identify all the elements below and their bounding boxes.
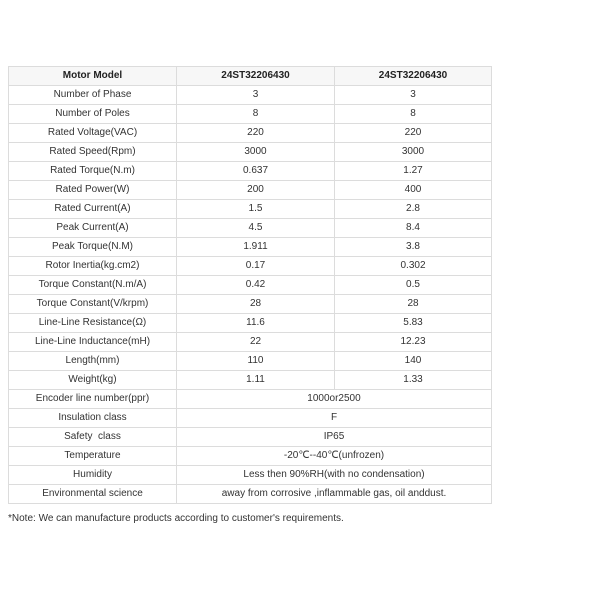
row-value: 1.5 [177, 200, 335, 219]
row-value: 11.6 [177, 314, 335, 333]
row-value: 0.302 [335, 257, 492, 276]
table-row [9, 200, 492, 219]
table-row-merged [9, 409, 492, 428]
header-cell-model-2: 24ST32206430 [335, 67, 492, 86]
row-value-merged: -20℃--40℃(unfrozen) [177, 447, 492, 466]
row-value: 3000 [177, 143, 335, 162]
row-value: 2.8 [335, 200, 492, 219]
row-label: Safety class [9, 428, 177, 447]
row-label: Humidity [9, 466, 177, 485]
row-value: 22 [177, 333, 335, 352]
table-row [9, 181, 492, 200]
table-row-merged [9, 447, 492, 466]
row-label: Temperature [9, 447, 177, 466]
row-value: 5.83 [335, 314, 492, 333]
row-label: Length(mm) [9, 352, 177, 371]
table-row [9, 238, 492, 257]
row-value-merged: IP65 [177, 428, 492, 447]
row-label: Line-Line Resistance(Ω) [9, 314, 177, 333]
row-label: Rated Current(A) [9, 200, 177, 219]
row-value: 110 [177, 352, 335, 371]
row-label: Torque Constant(N.m/A) [9, 276, 177, 295]
table-row [9, 352, 492, 371]
table-row [9, 295, 492, 314]
footnote: *Note: We can manufacture products according to customer's requirements. [8, 513, 344, 524]
row-label: Insulation class [9, 409, 177, 428]
row-value-merged: away from corrosive ,inflammable gas, oil anddust. [177, 485, 492, 504]
row-value: 0.17 [177, 257, 335, 276]
header-cell-model-label: Motor Model [9, 67, 177, 86]
row-value: 200 [177, 181, 335, 200]
row-value: 1.911 [177, 238, 335, 257]
table-row [9, 257, 492, 276]
row-label: Peak Current(A) [9, 219, 177, 238]
row-value: 220 [335, 124, 492, 143]
table-row [9, 371, 492, 390]
table-row [9, 333, 492, 352]
row-value: 400 [335, 181, 492, 200]
row-label: Torque Constant(V/krpm) [9, 295, 177, 314]
row-label: Weight(kg) [9, 371, 177, 390]
table-row-merged [9, 428, 492, 447]
table-row-merged [9, 485, 492, 504]
row-value-merged: F [177, 409, 492, 428]
table-row [9, 276, 492, 295]
row-value-merged: 1000or2500 [177, 390, 492, 409]
table-header-row [9, 67, 492, 86]
row-value: 3000 [335, 143, 492, 162]
row-value: 140 [335, 352, 492, 371]
motor-spec-table [8, 66, 492, 504]
row-value: 8.4 [335, 219, 492, 238]
row-label: Encoder line number(ppr) [9, 390, 177, 409]
row-label: Line-Line Inductance(mH) [9, 333, 177, 352]
table-row [9, 314, 492, 333]
row-value: 220 [177, 124, 335, 143]
row-value: 1.33 [335, 371, 492, 390]
row-value: 0.5 [335, 276, 492, 295]
row-value: 4.5 [177, 219, 335, 238]
row-value: 3 [177, 86, 335, 105]
table-row [9, 143, 492, 162]
row-value: 28 [335, 295, 492, 314]
header-cell-model-1: 24ST32206430 [177, 67, 335, 86]
row-value: 8 [177, 105, 335, 124]
row-label: Peak Torque(N.M) [9, 238, 177, 257]
table-row-merged [9, 466, 492, 485]
row-value: 3.8 [335, 238, 492, 257]
table-row [9, 124, 492, 143]
table-row [9, 86, 492, 105]
row-value: 28 [177, 295, 335, 314]
row-label: Rated Power(W) [9, 181, 177, 200]
row-label: Number of Phase [9, 86, 177, 105]
table-row [9, 105, 492, 124]
row-label: Environmental science [9, 485, 177, 504]
row-label: Rated Speed(Rpm) [9, 143, 177, 162]
row-value: 1.11 [177, 371, 335, 390]
row-value: 0.637 [177, 162, 335, 181]
row-value: 8 [335, 105, 492, 124]
row-value: 3 [335, 86, 492, 105]
row-value: 12.23 [335, 333, 492, 352]
table-row [9, 219, 492, 238]
table-row-merged [9, 390, 492, 409]
row-value: 1.27 [335, 162, 492, 181]
row-label: Rotor Inertia(kg.cm2) [9, 257, 177, 276]
row-label: Rated Torque(N.m) [9, 162, 177, 181]
row-label: Rated Voltage(VAC) [9, 124, 177, 143]
row-value: 0.42 [177, 276, 335, 295]
table-row [9, 162, 492, 181]
row-label: Number of Poles [9, 105, 177, 124]
row-value-merged: Less then 90%RH(with no condensation) [177, 466, 492, 485]
